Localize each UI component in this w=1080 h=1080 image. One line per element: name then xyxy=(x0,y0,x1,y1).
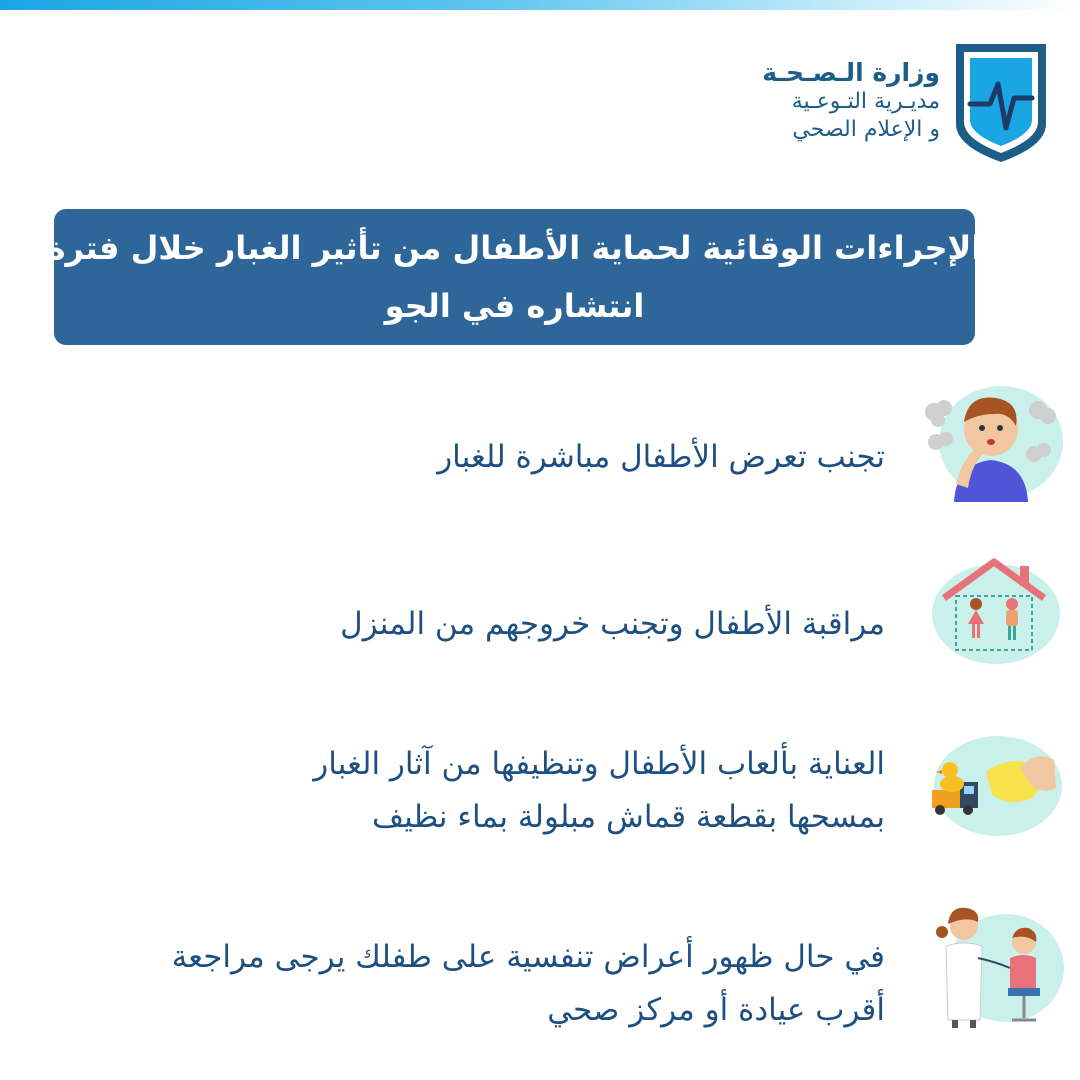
tip-4 xyxy=(172,931,885,1037)
logo-ministry-name: وزارة الـصـحـة xyxy=(762,58,940,87)
children-at-home-illustration xyxy=(916,552,1066,667)
title-banner xyxy=(46,209,983,345)
title-line-2: انتشاره في الجو xyxy=(384,287,645,325)
logo-directorate: مديـرية التـوعـية xyxy=(791,89,940,114)
tip-2-line-1: مراقبة الأطفال وتجنب خروجهم من المنزل xyxy=(340,606,885,642)
doctor-examining-child-illustration xyxy=(926,902,1066,1030)
title-line-1: الإجراءات الوقائية لحماية الأطفال من تأثير الغبار خلال فترة xyxy=(46,229,983,267)
coughing-child-illustration xyxy=(916,384,1066,504)
tip-1 xyxy=(437,431,885,484)
top-accent-bar xyxy=(0,0,1080,10)
tip-3-line-2: بمسحها بقطعة قماش مبلولة بماء نظيف xyxy=(372,799,885,835)
cleaning-toys-illustration xyxy=(916,724,1066,839)
tip-3-line-1: العناية بألعاب الأطفال وتنظيفها من آثار الغبار xyxy=(313,746,885,782)
ministry-logo-text xyxy=(762,58,940,144)
tip-4-line-2: أقرب عيادة أو مركز صحي xyxy=(547,992,885,1028)
tip-2 xyxy=(340,598,885,651)
tip-1-line-1: تجنب تعرض الأطفال مباشرة للغبار xyxy=(437,439,885,475)
tip-3 xyxy=(313,738,885,844)
tip-4-line-1: في حال ظهور أعراض تنفسية على طفلك يرجى مراجعة xyxy=(171,939,885,975)
logo-department: و الإعلام الصحي xyxy=(792,117,940,142)
shield-heartbeat-icon xyxy=(948,38,1054,166)
